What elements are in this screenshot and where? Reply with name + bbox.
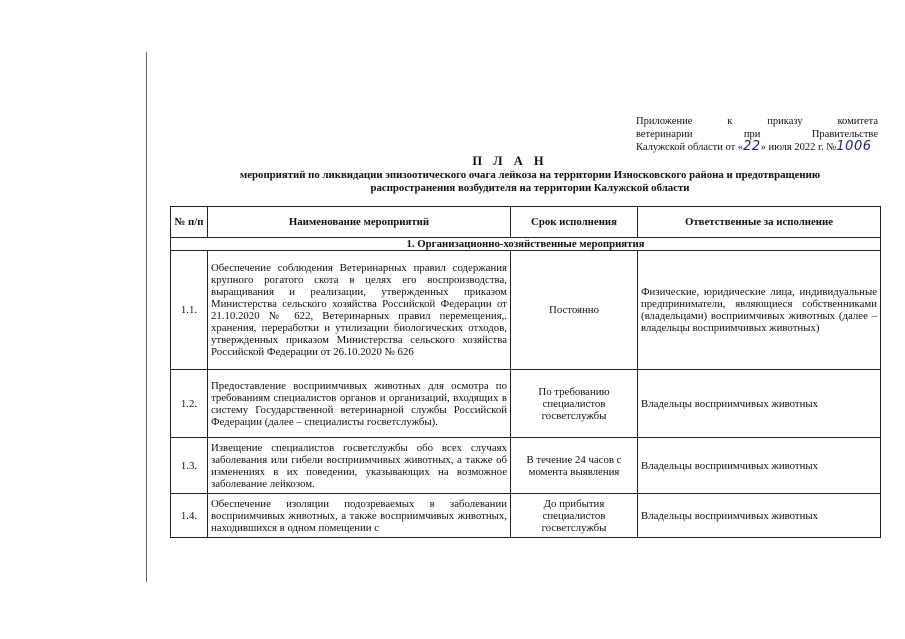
subtitle-line-1: мероприятий по ликвидации эпизоотического очага лейкоза на территории Износковского района и предотвращению [239, 169, 821, 181]
row-task: Извещение специалистов госветслужбы обо всех случаях заболевания или гибели восприимчивых животных, а также об изменениях в их поведении, указывающих на возможное заболевание лейкозом. [208, 438, 511, 494]
row-term: Постоянно [511, 251, 638, 370]
table-header-row [171, 207, 881, 238]
appendix-note [636, 116, 878, 155]
appendix-line-3 [636, 141, 878, 155]
document-title: П Л А Н [472, 154, 548, 168]
row-term: До прибытия специалистов госветслужбы [511, 494, 638, 538]
table-row [171, 251, 881, 370]
row-num: 1.2. [171, 370, 208, 438]
header-resp: Ответственные за исполнение [638, 207, 881, 238]
row-task: Предоставление восприимчивых животных для осмотра по требованиям специалистов органов и организаций, входящих в систему Государственной ветеринарной службы Российской Федерации (далее – специалисты госветслужбы). [208, 370, 511, 438]
row-num: 1.3. [171, 438, 208, 494]
row-resp: Владельцы восприимчивых животных [638, 438, 881, 494]
header-num: № п/п [171, 207, 208, 238]
handwritten-day: 22 [743, 139, 761, 154]
row-task: Обеспечение изоляции подозреваемых в заболевании восприимчивых животных, а также восприимчивых животных, находившихся в одном помещении с [208, 494, 511, 538]
table-row [171, 438, 881, 494]
appendix-line-2: ветеринарии при Правительстве [636, 128, 878, 140]
row-resp: Владельцы восприимчивых животных [638, 494, 881, 538]
table-row [171, 370, 881, 438]
appendix-line-1: Приложение к приказу комитета [636, 116, 878, 127]
date-mid: » июля 2022 г. № [760, 142, 837, 153]
section-row [171, 238, 881, 251]
row-num: 1.4. [171, 494, 208, 538]
row-task: Обеспечение соблюдения Ветеринарных правил содержания крупного рогатого скота в целях его воспроизводства, выращивания и реализации, утвержденных приказом Министерства сельского хозяйства Российской Федерации от 21.10.2020 № 622, Ветеринарных правил перемещения,. хранения, переработки и утилизации биологических отходов, утвержденных приказом Министерства сельского хозяйства Российской Федерации от 26.10.2020 № 626 [208, 251, 511, 370]
page-left-edge [146, 52, 147, 582]
row-resp: Владельцы восприимчивых животных [638, 370, 881, 438]
subtitle-line-2: распространения возбудителя на территории Калужской области [370, 182, 690, 194]
header-name: Наименование мероприятий [208, 207, 511, 238]
plan-table [170, 206, 881, 538]
row-resp: Физические, юридические лица, индивидуальные предприниматели, являющиеся собственниками (владельцами) восприимчивых животных (далее – владельцы восприимчивых животных) [638, 251, 881, 370]
row-num: 1.1. [171, 251, 208, 370]
row-term: По требованию специалистов госветслужбы [511, 370, 638, 438]
header-term: Срок исполнения [511, 207, 638, 238]
row-term: В течение 24 часов с момента выявления [511, 438, 638, 494]
section-title: 1. Организационно-хозяйственные мероприятия [171, 238, 881, 251]
handwritten-number: 1006 [836, 139, 872, 154]
document-subtitle [180, 169, 880, 195]
table-row [171, 494, 881, 538]
date-prefix: Калужской области от « [636, 142, 744, 153]
